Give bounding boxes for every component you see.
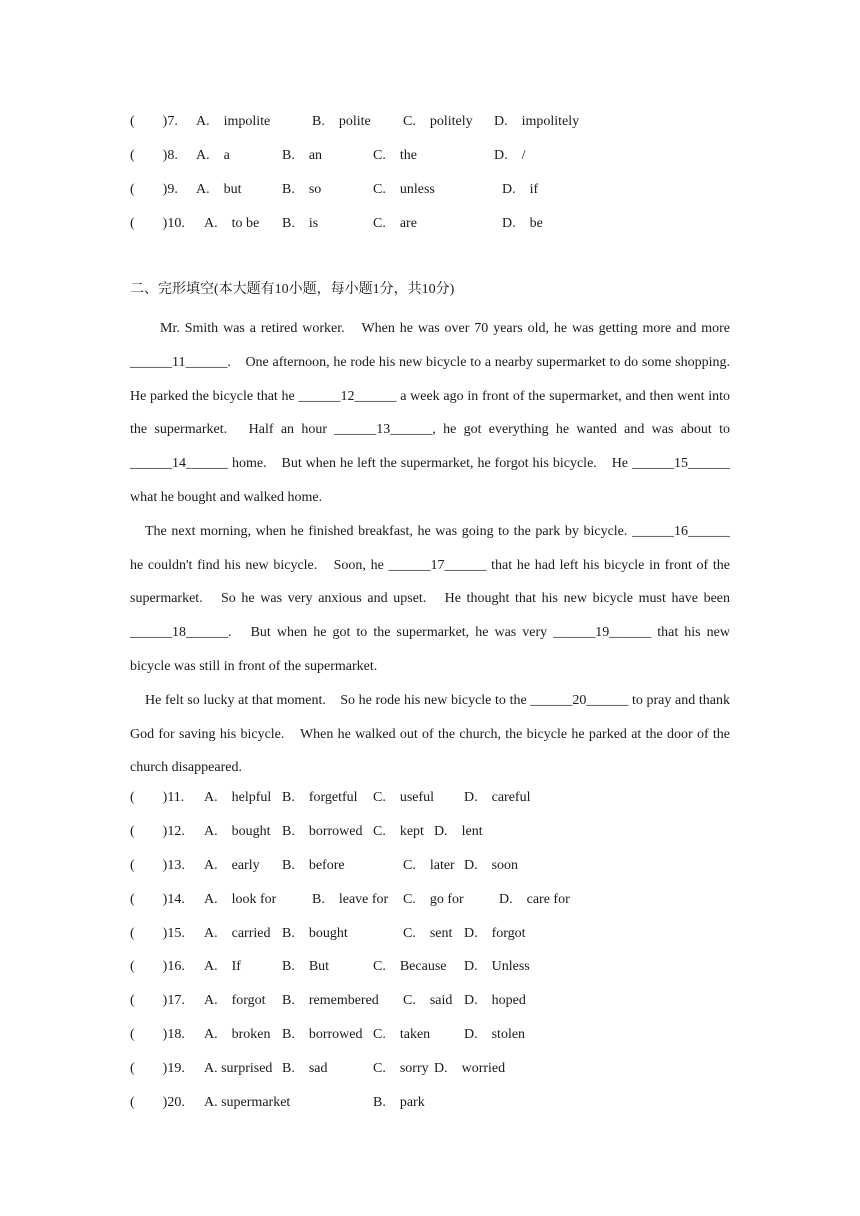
option-b: B. forgetful (282, 790, 358, 805)
option-a: A. carried (204, 926, 271, 941)
passage-paragraph-1: Mr. Smith was a retired worker. When he was over 70 years old, he was getting more and more ______11______. One afternoon, he rode his new bicycle to a nearby supermarket to do some shopping. He parked the bicycle that he ______12______ a week ago in front of the supermarket, and then went into the supermarket. Half an hour ______13______, he got everything he wanted and was about to ______14______ home. But when he left the supermarket, he forgot his bicycle. He ______15______ what he bought and walked home. (130, 321, 744, 505)
option-b: B. is (282, 216, 319, 231)
option-b: B. an (282, 148, 323, 163)
section-title: 二、完形填空(本大题有10小题，每小题1分，共10分) (130, 282, 455, 297)
question-number: ( )19. (130, 1061, 185, 1076)
option-d: D. Unless (464, 959, 530, 974)
option-d: D. forgot (464, 926, 526, 941)
option-c: C. politely (403, 114, 473, 129)
option-a: A. look for (204, 892, 277, 907)
question-number: ( )16. (130, 959, 185, 974)
option-a: A. supermarket (204, 1095, 291, 1110)
option-c: C. sent (403, 926, 453, 941)
option-c: C. useful (373, 790, 435, 805)
question-number: ( )20. (130, 1095, 185, 1110)
option-b: B. bought (282, 926, 348, 941)
option-d: D. stolen (464, 1027, 526, 1042)
option-b: B. before (282, 858, 345, 873)
option-d: D. be (502, 216, 543, 231)
question-number: ( )7. (130, 114, 178, 129)
option-a: A. broken (204, 1027, 271, 1042)
option-d: D. soon (464, 858, 519, 873)
question-number: ( )9. (130, 182, 178, 197)
question-number: ( )15. (130, 926, 185, 941)
option-b: B. so (282, 182, 322, 197)
option-b: B. park (373, 1095, 425, 1110)
passage-paragraph-3: He felt so lucky at that moment. So he rode his new bicycle to the ______20______ to pray and thank God for saving his bicycle. When he walked out of the church, the bicycle he parked at the door of the church disappeared. (130, 692, 730, 776)
option-d: D. worried (434, 1061, 506, 1076)
option-b: B. leave for (312, 892, 389, 907)
option-b: B. But (282, 959, 330, 974)
option-b: B. remembered (282, 993, 379, 1008)
question-number: ( )17. (130, 993, 185, 1008)
option-a: A. impolite (196, 114, 271, 129)
option-c: C. later (403, 858, 455, 873)
question-number: ( )12. (130, 824, 185, 839)
option-c: C. go for (403, 892, 464, 907)
option-a: A. bought (204, 824, 271, 839)
question-number: ( )13. (130, 858, 185, 873)
option-c: C. are (373, 216, 417, 231)
option-c: C. unless (373, 182, 435, 197)
option-b: B. sad (282, 1061, 328, 1076)
option-a: A. but (196, 182, 242, 197)
question-number: ( )10. (130, 216, 185, 231)
option-d: D. impolitely (494, 114, 580, 129)
option-d: D. lent (434, 824, 483, 839)
cloze-passage (130, 312, 744, 785)
question-number: ( )8. (130, 148, 178, 163)
option-a: A. a (196, 148, 230, 163)
question-number: ( )18. (130, 1027, 185, 1042)
option-b: B. borrowed (282, 824, 363, 839)
option-a: A. early (204, 858, 260, 873)
option-a: A. forgot (204, 993, 266, 1008)
option-c: C. the (373, 148, 417, 163)
option-a: A. helpful (204, 790, 272, 805)
option-c: C. said (403, 993, 453, 1008)
question-number: ( )11. (130, 790, 185, 805)
option-a: A. If (204, 959, 241, 974)
option-b: B. polite (312, 114, 371, 129)
question-number: ( )14. (130, 892, 185, 907)
option-c: C. sorry (373, 1061, 429, 1076)
option-d: D. if (502, 182, 539, 197)
option-c: C. Because (373, 959, 447, 974)
option-c: C. taken (373, 1027, 431, 1042)
passage-paragraph-2: The next morning, when he finished breakfast, he was going to the park by bicycle. ______16______ he couldn't find his new bicycle. Soon, he ______17______ that he had left his bicycle in front of the supermarket. So he was very anxious and upset. He thought that his new bicycle must have been ______18______. But when he got to the supermarket, he was very ______19______ that his new bicycle was still in front of the supermarket. (130, 523, 730, 674)
option-c: C. kept (373, 824, 424, 839)
option-a: A. surprised (204, 1061, 273, 1076)
option-b: B. borrowed (282, 1027, 363, 1042)
option-d: D. hoped (464, 993, 526, 1008)
option-d: D. / (494, 148, 526, 163)
option-d: D. careful (464, 790, 531, 805)
option-a: A. to be (204, 216, 260, 231)
option-d: D. care for (499, 892, 570, 907)
